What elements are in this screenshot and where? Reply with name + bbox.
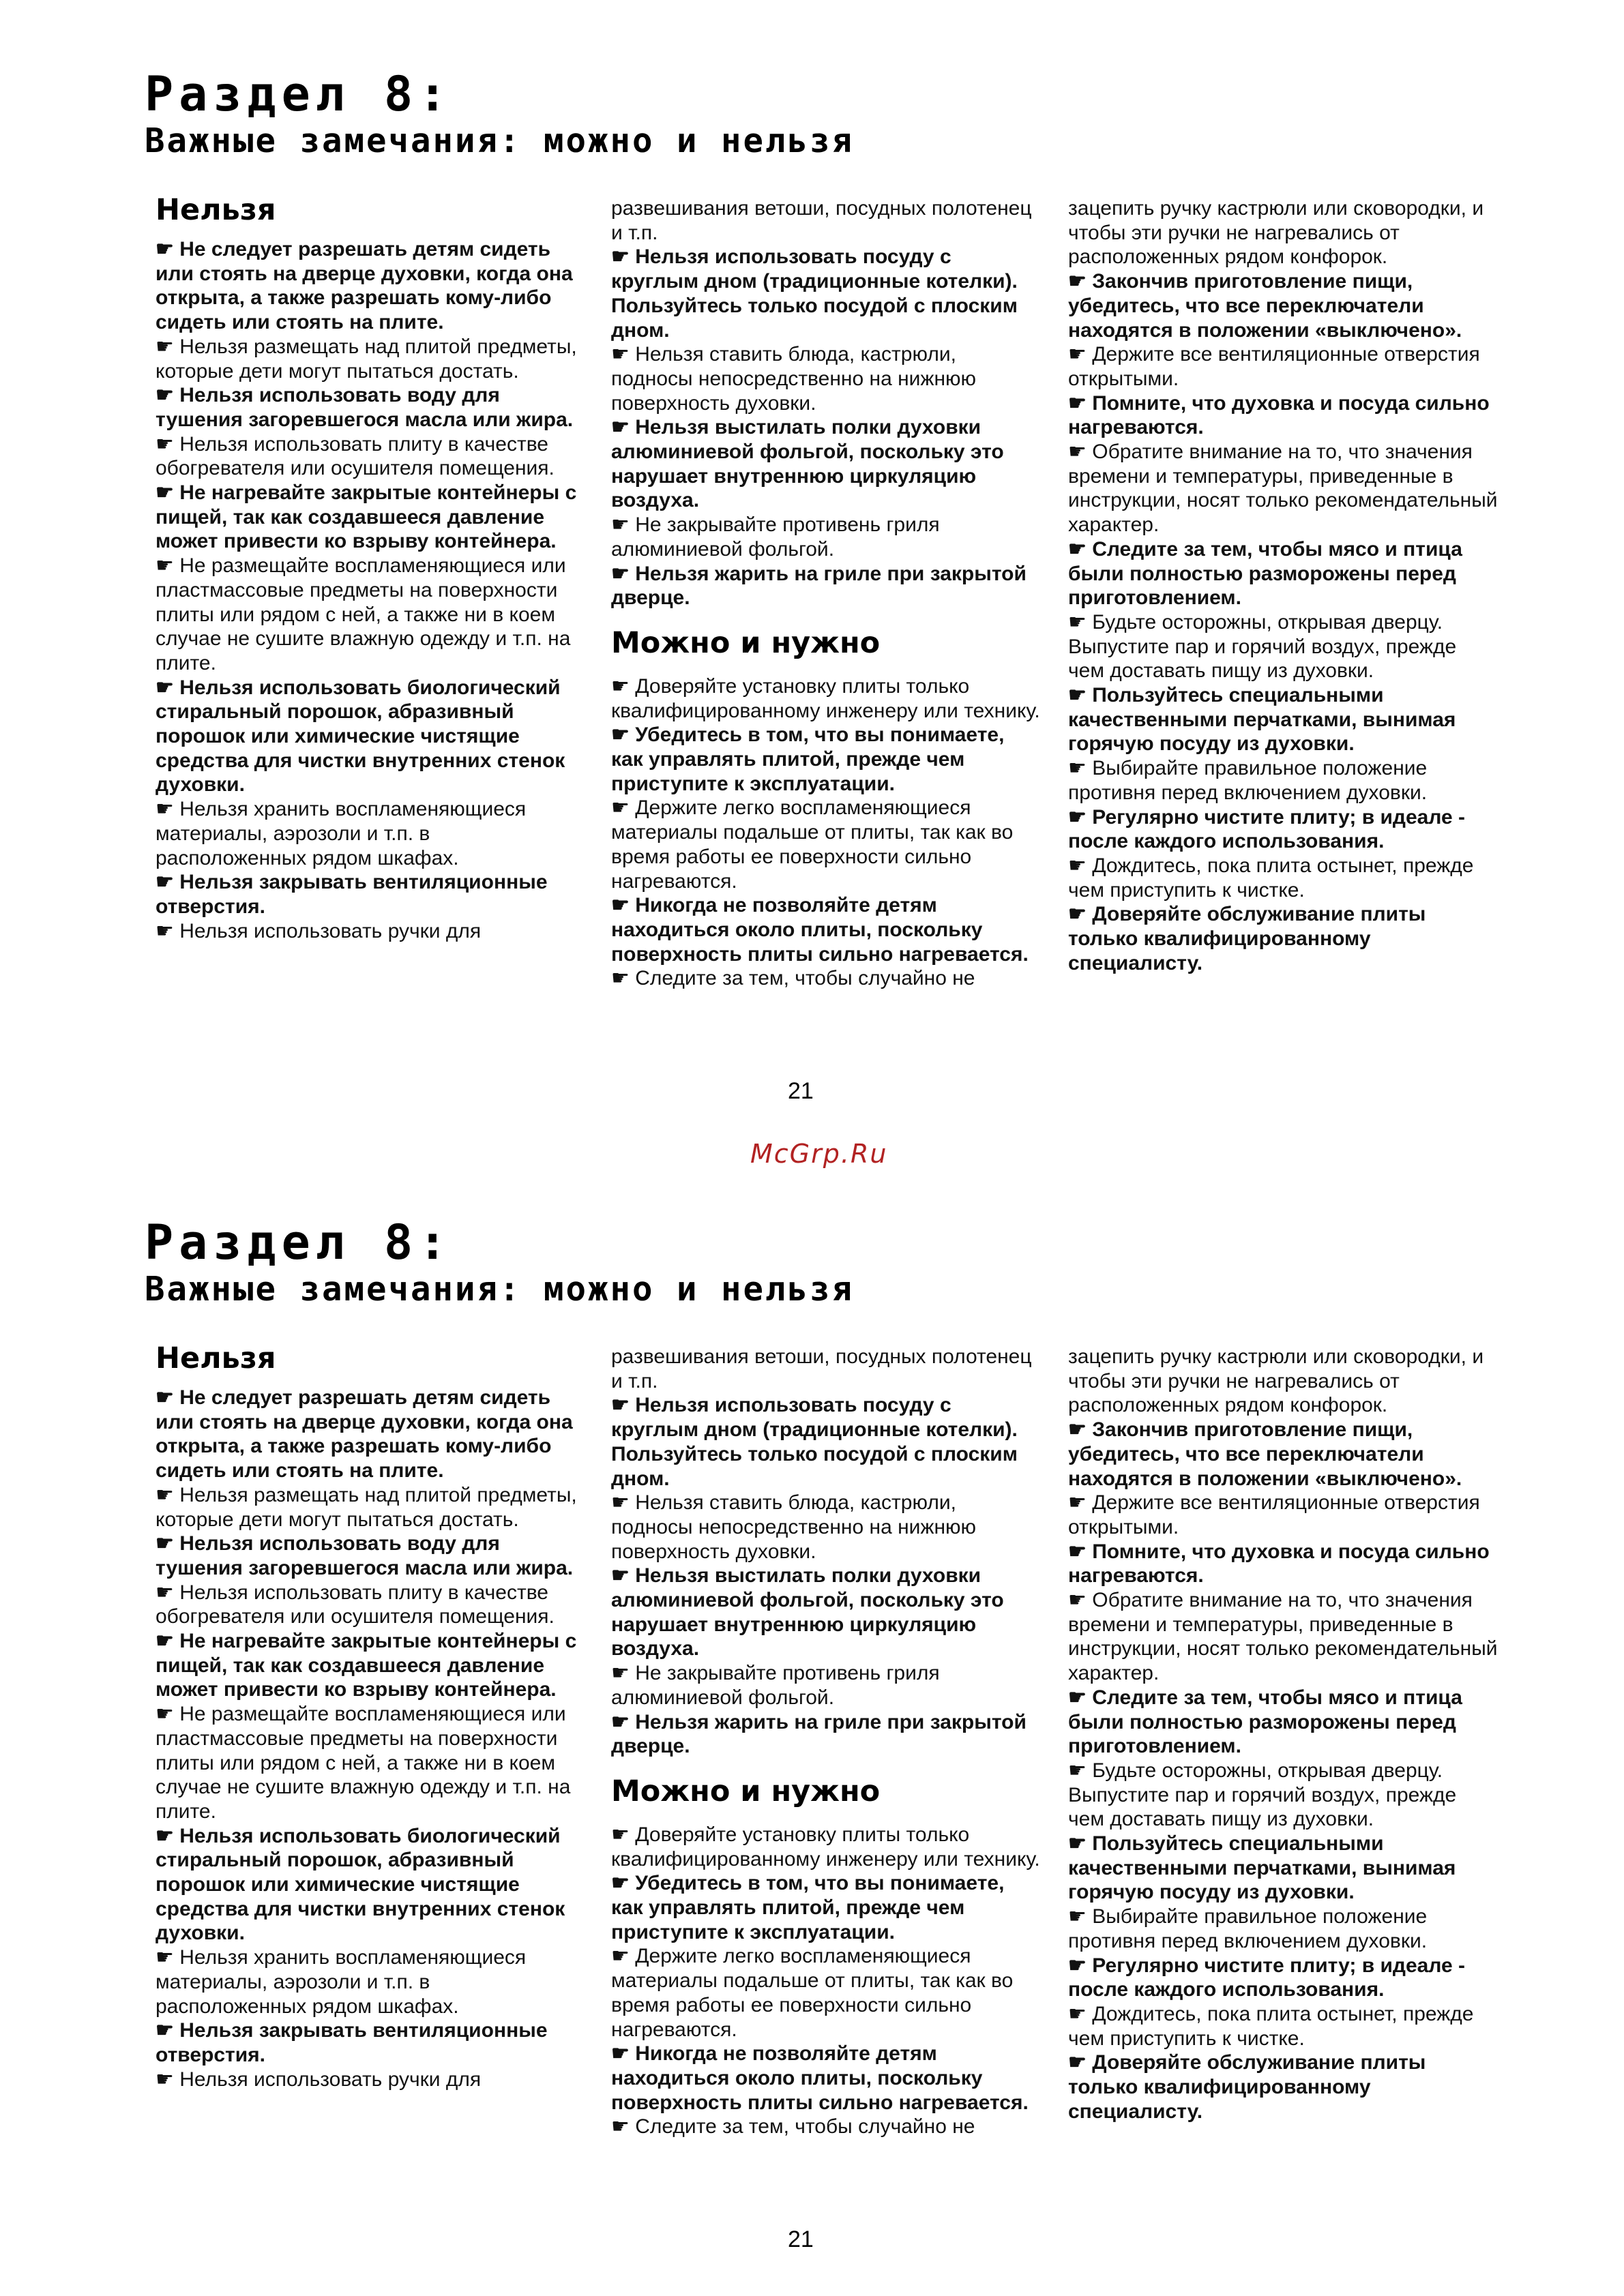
column-left <box>156 191 585 943</box>
warning-item: ☛ Не следует разрешать детям сидеть или стоять на дверце духовки, когда она открыта, а также разрешать кому-либо сидеть или стоять на плите. <box>156 238 573 334</box>
warning-item: ☛ Нельзя использовать биологический стиральный порошок, абразивный порошок или химические чистящие средства для чистки внутренних стенок духовки. <box>156 676 565 796</box>
warning-item: ☛ Нельзя жарить на гриле при закрытой дверце. <box>611 562 1027 610</box>
note-item: ☛ Держите легко воспламеняющиеся материалы подальше от плиты, так как во время работы ее поверхности сильно нагреваются. <box>611 1945 1014 2041</box>
page-number: 21 <box>788 1078 814 1104</box>
note-item: ☛ Нельзя ставить блюда, кастрюли, подносы непосредственно на нижнюю поверхность духовки. <box>611 343 977 415</box>
warning-item: ☛ Доверяйте обслуживание плиты только квалифицированному специалисту. <box>1068 903 1426 974</box>
note-item: ☛ Нельзя использовать ручки для <box>156 2068 482 2091</box>
column-middle <box>611 1345 1041 2139</box>
item-list <box>611 196 1041 610</box>
warning-item: ☛ Никогда не позволяйте детям находиться около плиты, поскольку поверхность плиты сильно нагревается. <box>611 894 1029 966</box>
warning-item: ☛ Нельзя использовать воду для тушения загоревшегося масла или жира. <box>156 384 574 431</box>
note-item: ☛ Следите за тем, чтобы случайно не <box>611 967 975 990</box>
item-list <box>1068 1345 1498 2124</box>
note-item: ☛ Выбирайте правильное положение противня перед включением духовки. <box>1068 757 1428 804</box>
column-right <box>1068 1345 1498 2124</box>
warning-item: ☛ Нельзя использовать воду для тушения загоревшегося масла или жира. <box>156 1532 574 1579</box>
item-list <box>611 1823 1041 2139</box>
warning-item: ☛ Нельзя выстилать полки духовки алюминиевой фольгой, поскольку это нарушает внутреннюю циркуляцию воздуха. <box>611 416 1004 512</box>
note-item: ☛ Не размещайте воспламеняющиеся или пластмассовые предметы на поверхности плиты или рядом с ней, а также ни в коем случае не сушите влажную одежду и т.п. на плите. <box>156 554 571 674</box>
section-title: Раздел 8: <box>145 1214 453 1270</box>
note-item: ☛ Обратите внимание на то, что значения времени и температуры, приведенные в инструкции, носят только рекомендательный характер. <box>1068 1589 1498 1685</box>
warning-item: ☛ Регулярно чистите плиту; в идеале - после каждого использования. <box>1068 1954 1465 2001</box>
heading-do: Можно и нужно <box>611 1774 881 1808</box>
warning-item: ☛ Закончив приготовление пищи, убедитесь, что все переключатели находятся в положении «выключено». <box>1068 1418 1462 1490</box>
item-list <box>156 1386 585 2091</box>
item-list <box>611 674 1041 991</box>
warning-item: ☛ Следите за тем, чтобы мясо и птица были полностью разморожены перед приготовлением. <box>1068 537 1462 610</box>
note-item: ☛ Выбирайте правильное положение противня перед включением духовки. <box>1068 1905 1428 1952</box>
warning-item: ☛ Не нагревайте закрытые контейнеры с пищей, так как создавшееся давление может привести ко взрыву контейнера. <box>156 1630 577 1701</box>
warning-item: ☛ Регулярно чистите плиту; в идеале - после каждого использования. <box>1068 805 1465 853</box>
note-item: ☛ Обратите внимание на то, что значения времени и температуры, приведенные в инструкции, носят только рекомендательный характер. <box>1068 441 1498 537</box>
warning-item: ☛ Нельзя выстилать полки духовки алюминиевой фольгой, поскольку это нарушает внутреннюю циркуляцию воздуха. <box>611 1564 1004 1660</box>
note-item: ☛ Держите все вентиляционные отверстия открытыми. <box>1068 343 1480 390</box>
document-page <box>0 1148 1624 2296</box>
watermark-link[interactable]: McGrp.Ru <box>750 1139 888 1169</box>
warning-item: ☛ Пользуйтесь специальными качественными перчатками, вынимая горячую посуду из духовки. <box>1068 684 1456 756</box>
heading-dont: Нельзя <box>156 1341 276 1375</box>
warning-item: ☛ Закончив приготовление пищи, убедитесь, что все переключатели находятся в положении «выключено». <box>1068 270 1462 342</box>
note-item: ☛ Доверяйте установку плиты только квалифицированному инженеру или технику. <box>611 1823 1040 1870</box>
note-item: ☛ Будьте осторожны, открывая дверцу. Выпустите пар и горячий воздух, прежде чем доставать пищу из духовки. <box>1068 1759 1457 1831</box>
warning-item: ☛ Помните, что духовка и посуда сильно нагреваются. <box>1068 391 1490 439</box>
warning-item: ☛ Нельзя использовать посуду с круглым дном (традиционные котелки). Пользуйтесь только посудой с плоским дном. <box>611 245 1018 342</box>
note-item: ☛ Будьте осторожны, открывая дверцу. Выпустите пар и горячий воздух, прежде чем доставать пищу из духовки. <box>1068 610 1457 683</box>
note-item: ☛ Нельзя хранить воспламеняющиеся материалы, аэрозоли и т.п. в расположенных рядом шкафах. <box>156 1946 527 2018</box>
note-item: ☛ Нельзя размещать над плитой предметы, которые дети могут пытаться достать. <box>156 1483 577 1531</box>
heading-dont: Нельзя <box>156 193 276 227</box>
warning-item: ☛ Помните, что духовка и посуда сильно нагреваются. <box>1068 1540 1490 1587</box>
warning-item: ☛ Убедитесь в том, что вы понимаете, как управлять плитой, прежде чем приступите к эксплуатации. <box>611 1872 1005 1943</box>
section-subtitle: Важные замечания: можно и нельзя <box>145 1270 855 1309</box>
column-right <box>1068 196 1498 976</box>
heading-do: Можно и нужно <box>611 625 881 660</box>
section-title: Раздел 8: <box>145 66 453 122</box>
note-item: ☛ Не закрывайте противень гриля алюминиевой фольгой. <box>611 513 940 561</box>
note-item: ☛ Доверяйте установку плиты только квалифицированному инженеру или технику. <box>611 674 1040 722</box>
note-item: ☛ Не размещайте воспламеняющиеся или пластмассовые предметы на поверхности плиты или рядом с ней, а также ни в коем случае не сушите влажную одежду и т.п. на плите. <box>156 1703 571 1823</box>
warning-item: ☛ Доверяйте обслуживание плиты только квалифицированному специалисту. <box>1068 2051 1426 2123</box>
note-item: ☛ Дождитесь, пока плита остынет, прежде чем приступить к чистке. <box>1068 854 1474 901</box>
warning-item: ☛ Нельзя использовать биологический стиральный порошок, абразивный порошок или химические чистящие средства для чистки внутренних стенок духовки. <box>156 1824 565 1945</box>
note-item: ☛ Нельзя размещать над плитой предметы, которые дети могут пытаться достать. <box>156 335 577 383</box>
warning-item: ☛ Никогда не позволяйте детям находиться около плиты, поскольку поверхность плиты сильно нагревается. <box>611 2042 1029 2114</box>
note-item: ☛ Нельзя хранить воспламеняющиеся материалы, аэрозоли и т.п. в расположенных рядом шкафах. <box>156 798 527 869</box>
warning-item: ☛ Нельзя закрывать вентиляционные отверстия. <box>156 2019 548 2066</box>
note-item: ☛ Нельзя использовать плиту в качестве обогревателя или осушителя помещения. <box>156 1581 555 1628</box>
note-item: ☛ Нельзя использовать ручки для <box>156 919 482 942</box>
warning-item: ☛ Не следует разрешать детям сидеть или стоять на дверце духовки, когда она открыта, а также разрешать кому-либо сидеть или стоять на плите. <box>156 1386 573 1482</box>
note-item: ☛ Держите легко воспламеняющиеся материалы подальше от плиты, так как во время работы ее поверхности сильно нагреваются. <box>611 796 1014 893</box>
note-item: развешивания ветоши, посудных полотенец и т.п. <box>611 1345 1032 1392</box>
note-item: ☛ Не закрывайте противень гриля алюминиевой фольгой. <box>611 1662 940 1709</box>
note-item: ☛ Держите все вентиляционные отверстия открытыми. <box>1068 1491 1480 1538</box>
note-item: ☛ Дождитесь, пока плита остынет, прежде чем приступить к чистке. <box>1068 2002 1474 2050</box>
column-left <box>156 1339 585 2091</box>
item-list <box>1068 196 1498 976</box>
warning-item: ☛ Нельзя закрывать вентиляционные отверстия. <box>156 871 548 918</box>
item-list <box>611 1345 1041 1759</box>
note-item: ☛ Нельзя использовать плиту в качестве обогревателя или осушителя помещения. <box>156 432 555 480</box>
warning-item: ☛ Пользуйтесь специальными качественными перчатками, вынимая горячую посуду из духовки. <box>1068 1832 1456 1904</box>
page-number: 21 <box>788 2226 814 2252</box>
warning-item: ☛ Убедитесь в том, что вы понимаете, как управлять плитой, прежде чем приступите к эксплуатации. <box>611 724 1005 795</box>
section-subtitle: Важные замечания: можно и нельзя <box>145 121 855 160</box>
warning-item: ☛ Нельзя жарить на гриле при закрытой дверце. <box>611 1710 1027 1758</box>
note-item: ☛ Нельзя ставить блюда, кастрюли, подносы непосредственно на нижнюю поверхность духовки. <box>611 1491 977 1563</box>
note-item: зацепить ручку кастрюли или сковородки, и чтобы эти ручки не нагревались от расположенных рядом конфорок. <box>1068 197 1484 269</box>
warning-item: ☛ Нельзя использовать посуду с круглым дном (традиционные котелки). Пользуйтесь только посудой с плоским дном. <box>611 1394 1018 1490</box>
item-list <box>156 237 585 943</box>
note-item: развешивания ветоши, посудных полотенец и т.п. <box>611 197 1032 244</box>
warning-item: ☛ Следите за тем, чтобы мясо и птица были полностью разморожены перед приготовлением. <box>1068 1686 1462 1758</box>
note-item: ☛ Следите за тем, чтобы случайно не <box>611 2115 975 2138</box>
column-middle <box>611 196 1041 991</box>
warning-item: ☛ Не нагревайте закрытые контейнеры с пищей, так как создавшееся давление может привести ко взрыву контейнера. <box>156 481 577 553</box>
note-item: зацепить ручку кастрюли или сковородки, и чтобы эти ручки не нагревались от расположенных рядом конфорок. <box>1068 1345 1484 1417</box>
